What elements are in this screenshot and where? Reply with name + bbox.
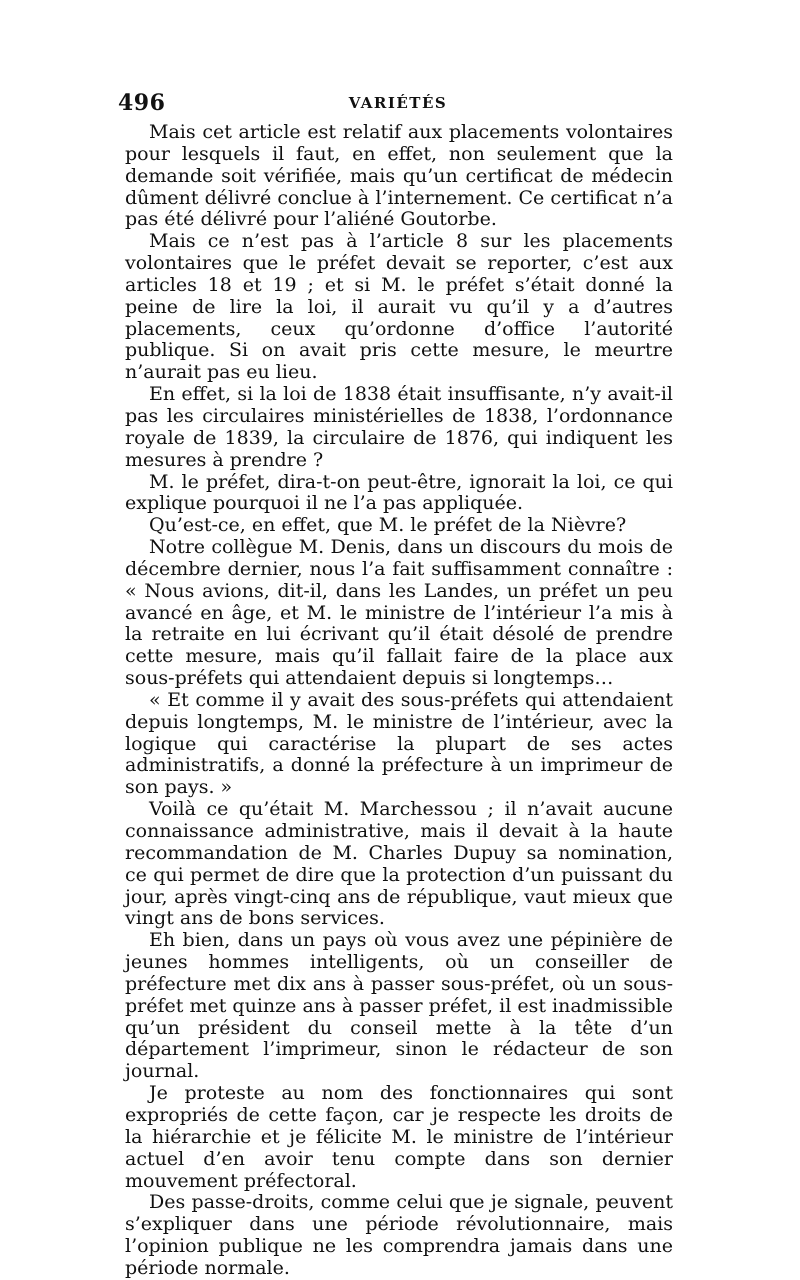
body-text — [125, 122, 673, 1280]
paragraph: Mais ce n’est pas à l’article 8 sur les placements volontaires que le préfet devait se reporter, c’est aux articles 18 et 19 ; et si M. le préfet s’était donné la peine de lire la loi, il aurait vu qu’il y a d’autres placements, ceux qu’ordonne d’office l’autorité publique. Si on avait pris cette mesure, le meurtre n’aurait pas eu lieu. — [125, 230, 673, 384]
page-number: 496 — [118, 90, 166, 116]
paragraph: Qu’est-ce, en effet, que M. le préfet de la Nièvre? — [149, 514, 627, 537]
running-head — [118, 90, 678, 120]
paragraph: Eh bien, dans un pays où vous avez une pépinière de jeunes hommes intelligents, où un conseiller de préfecture met dix ans à passer sous-préfet, où un sous-préfet met quinze ans à passer préfet, il est inadmissible qu’un président du conseil mette à la tête d’un département l’imprimeur, sinon le rédacteur de son journal. — [125, 929, 673, 1083]
paragraph: Mais cet article est relatif aux placements volontaires pour lesquels il faut, en effet, non seulement que la demande soit vérifiée, mais qu’un certificat de médecin dûment délivré conclue à l’internement. Ce certificat n’a pas été délivré pour l’aliéné Goutorbe. — [125, 121, 673, 231]
paragraph: Notre collègue M. Denis, dans un discours du mois de décembre dernier, nous l’a fait suffisamment connaître : « Nous avions, dit-il, dans les Landes, un préfet un peu avancé en âge, et M. le ministre de l’intérieur l’a mis à la retraite en lui écrivant qu’il était désolé de prendre cette mesure, mais qu’il fallait faire de la place aux sous-préfets qui attendaient depuis si longtemps… — [125, 536, 673, 690]
paragraph: « Et comme il y avait des sous-préfets qui attendaient depuis longtemps, M. le ministre de l’intérieur, avec la logique qui caractérise la plupart de ses actes administratifs, a donné la préfecture à un imprimeur de son pays. » — [125, 688, 673, 799]
running-title: VARIÉTÉS — [348, 94, 448, 112]
paragraph: En effet, si la loi de 1838 était insuffisante, n’y avait-il pas les circulaires ministérielles de 1838, l’ordonnance royale de 1839, la circulaire de 1876, qui indiquent les mesures à prendre ? — [125, 383, 673, 471]
paragraph: Je proteste au nom des fonctionnaires qui sont expropriés de cette façon, car je respecte les droits de la hiérarchie et je félicite M. le ministre de l’intérieur actuel d’en avoir tenu compte dans son dernier mouvement préfectoral. — [125, 1082, 673, 1192]
paragraph: M. le préfet, dira-t-on peut-être, ignorait la loi, ce qui explique pourquoi il ne l’a pas appliquée. — [125, 470, 673, 515]
paragraph: Voilà ce qu’était M. Marchessou ; il n’avait aucune connaissance administrative, mais il devait à la haute recommandation de M. Charles Dupuy sa nomination, ce qui permet de dire que la protection d’un puissant du jour, après vingt-cinq ans de république, vaut mieux que vingt ans de bons services. — [125, 798, 673, 930]
paragraph: Des passe-droits, comme celui que je signale, peuvent s’expliquer dans une période révolutionnaire, mais l’opinion publique ne les comprendra jamais dans une période normale. — [125, 1191, 673, 1279]
